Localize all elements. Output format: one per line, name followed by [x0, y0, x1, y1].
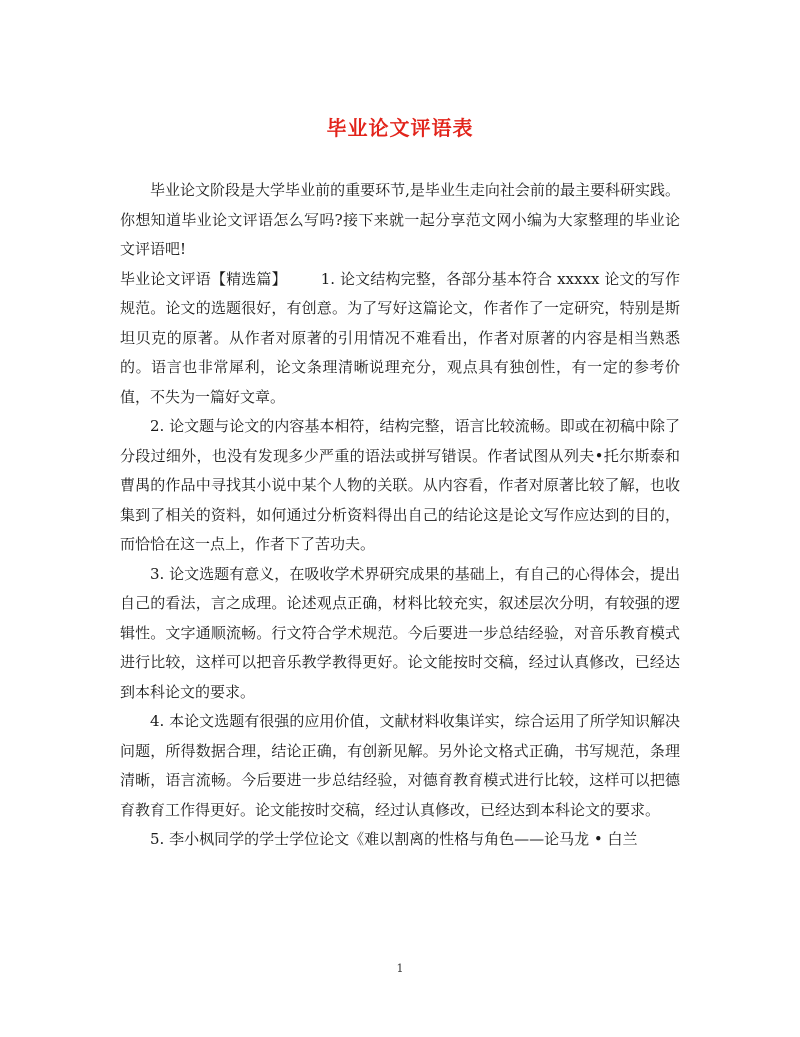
- paragraph-4: 4. 本论文选题有很强的应用价值，文献材料收集详实，综合运用了所学知识解决问题，所得数据合理，结论正确，有创新见解。另外论文格式正确，书写规范，条理清晰，语言流畅。今后要进一步总结经验，对德育教育模式进行比较，这样可以把德育教育工作得更好。论文能按时交稿，经过认真修改，已经达到本科论文的要求。: [120, 712, 680, 819]
- section-heading: 毕业论文评语【精选篇】: [120, 269, 287, 288]
- document-body: [120, 176, 680, 855]
- page-number: 1: [396, 962, 404, 975]
- paragraph-1-text: 1. 论文结构完整，各部分基本符合 xxxxx 论文的写作规范。论文的选题很好，有创意。为了写好这篇论文，作者作了一定研究，特别是斯坦贝克的原著。从作者对原著的引用情况不难看出，作者对原著的内容是相当熟悉的。语言也非常犀利，论文条理清晰说理充分，观点具有独创性，有一定的参考价值，不失为一篇好文章。: [120, 269, 680, 406]
- paragraph-2: 2. 论文题与论文的内容基本相符，结构完整，语言比较流畅。即或在初稿中除了分段过细外，也没有发现多少严重的语法或拼写错误。作者试图从列夫•托尔斯泰和曹禺的作品中寻找其小说中某个人物的关联。从内容看，作者对原著比较了解，也收集到了相关的资料，如何通过分析资料得出自己的结论这是论文写作应达到的目的，而恰恰在这一点上，作者下了苦功夫。: [120, 417, 680, 553]
- intro-paragraph: 毕业论文阶段是大学毕业前的重要环节,是毕业生走向社会前的最主要科研实践。你想知道毕业论文评语怎么写吗?接下来就一起分享范文网小编为大家整理的毕业论文评语吧!: [120, 181, 680, 258]
- paragraph-1: [120, 265, 680, 413]
- document-title: 毕业论文评语表: [326, 116, 474, 140]
- paragraph-5: 5. 李小枫同学的学士学位论文《难以割离的性格与角色——论马龙 • 白兰: [150, 830, 638, 848]
- paragraph-3: 3. 论文选题有意义，在吸收学术界研究成果的基础上，有自己的心得体会，提出自己的看法，言之成理。论述观点正确，材料比较充实，叙述层次分明，有较强的逻辑性。文字通顺流畅。行文符合学术规范。今后要进一步总结经验，对音乐教育模式进行比较，这样可以把音乐教学教得更好。论文能按时交稿，经过认真修改，已经达到本科论文的要求。: [120, 564, 680, 701]
